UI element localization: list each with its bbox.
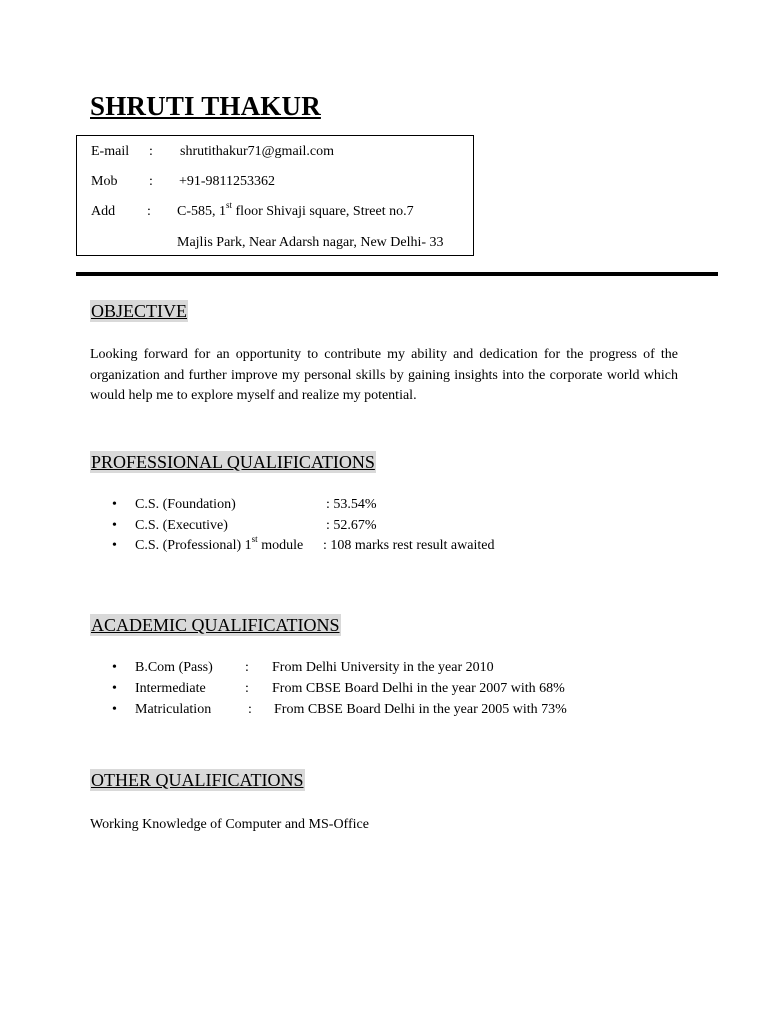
address-line-1: C-585, 1st floor Shivaji square, Street no.7 — [177, 200, 414, 219]
qualification-label: B.Com (Pass) — [135, 660, 213, 675]
qualification-label: C.S. (Executive) — [135, 517, 228, 533]
other-heading: OTHER QUALIFICATIONS — [91, 770, 304, 790]
email-colon: : — [149, 144, 153, 159]
qualification-colon: : — [248, 702, 252, 717]
qualification-colon: : — [245, 660, 249, 675]
objective-text: Looking forward for an opportunity to contribute my ability and dedication for the progress of the organization and further improve my personal skills by gaining insights into the corporate world which would help me to explore myself and realize my potential. — [90, 347, 678, 403]
qualification-label: C.S. (Foundation) — [135, 497, 236, 512]
qualification-value: From Delhi University in the year 2010 — [272, 660, 494, 675]
bullet-icon: • — [112, 517, 117, 533]
qualification-value: : 53.54% — [326, 497, 377, 512]
bullet-icon: • — [112, 702, 117, 717]
contact-box — [76, 135, 474, 256]
bullet-icon: • — [112, 660, 117, 675]
qualification-value: From CBSE Board Delhi in the year 2005 with 73% — [274, 702, 567, 717]
qualification-label: Matriculation — [135, 702, 212, 717]
bullet-icon: • — [112, 680, 117, 696]
other-text: Working Knowledge of Computer and MS-Office — [90, 817, 369, 832]
qualification-value: From CBSE Board Delhi in the year 2007 with 68% — [272, 680, 565, 696]
email-value: shrutithakur71@gmail.com — [180, 144, 335, 159]
qualification-value: : 52.67% — [326, 517, 377, 533]
bullet-icon: • — [112, 538, 117, 553]
address-line-2: Majlis Park, Near Adarsh nagar, New Delhi- 33 — [177, 235, 444, 250]
header-divider — [76, 272, 718, 276]
qualification-value: : 108 marks rest result awaited — [323, 538, 495, 553]
address-colon: : — [147, 204, 151, 219]
mobile-label: Mob — [91, 174, 118, 189]
mobile-colon: : — [149, 174, 153, 189]
bullet-icon: • — [112, 497, 117, 512]
qualification-label: C.S. (Professional) 1st module — [135, 534, 304, 553]
email-label: E-mail — [91, 144, 130, 159]
candidate-name: SHRUTI THAKUR — [90, 91, 321, 121]
qualification-label: Intermediate — [135, 680, 206, 696]
academic-heading: ACADEMIC QUALIFICATIONS — [91, 615, 340, 635]
mobile-value: +91-9811253362 — [179, 174, 276, 189]
objective-heading: OBJECTIVE — [91, 301, 187, 321]
address-label: Add — [91, 204, 116, 219]
qualification-colon: : — [245, 680, 249, 696]
professional-heading: PROFESSIONAL QUALIFICATIONS — [91, 452, 375, 472]
